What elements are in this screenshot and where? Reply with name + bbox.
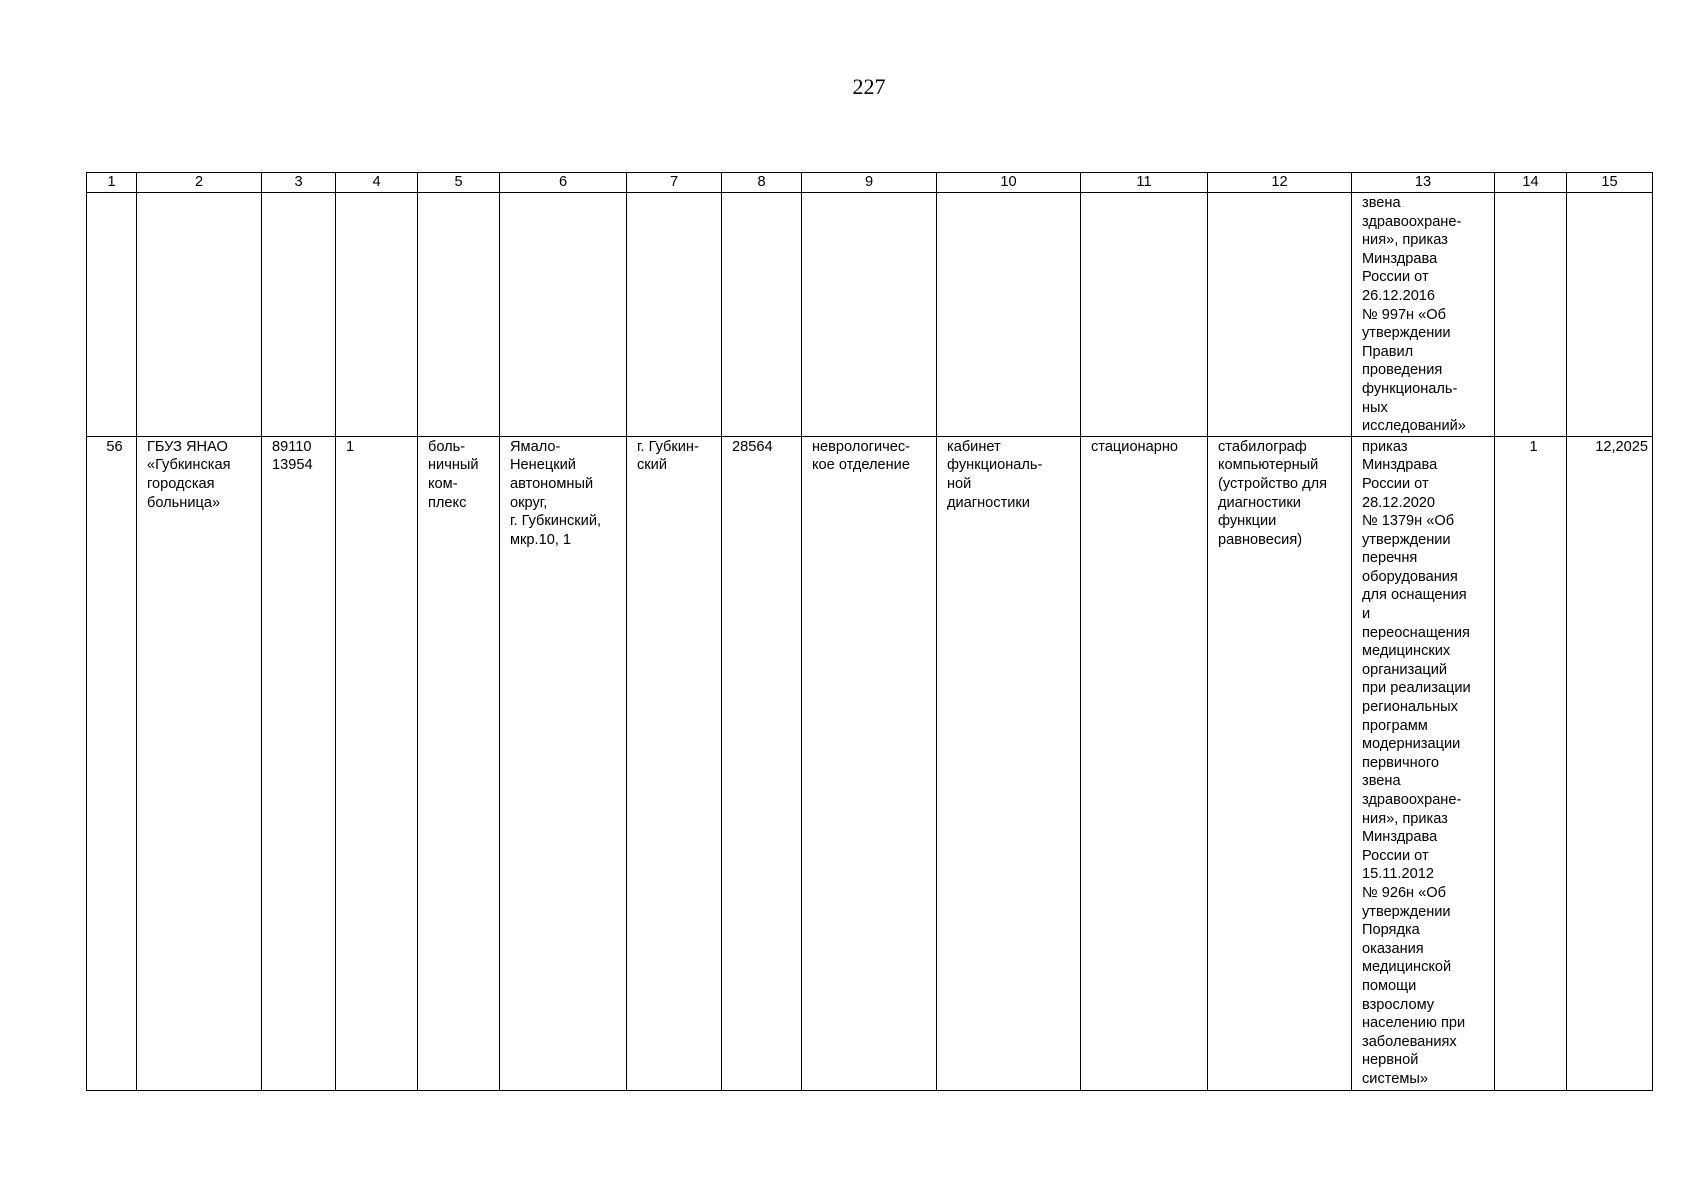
column-header: 2 (137, 173, 262, 193)
city-cell: г. Губкин- ский (627, 436, 722, 1090)
legal-basis-cell: приказ Минздрава России от 28.12.2020 № 1379н «Об утверждении перечня оборудования для оснащения и переоснащения медицинских организаций при реализации региональных программ модернизации первичного звена здравоохране- ния», приказ Минздрава России от 15.11.2012 № 926н «Об утверждении Порядка оказания медицинской помощи взрослому населению при заболеваниях нервной системы» (1352, 436, 1495, 1090)
column-header: 5 (418, 173, 500, 193)
column-header: 4 (336, 173, 418, 193)
table-cell (627, 193, 722, 437)
building-type-cell: боль- ничный ком- плекс (418, 436, 500, 1090)
table-cell (262, 193, 336, 437)
table-cell (722, 193, 802, 437)
table-cell (1081, 193, 1208, 437)
table-row-continuation (87, 193, 1653, 437)
care-mode-cell: стационарно (1081, 436, 1208, 1090)
column-header: 9 (802, 173, 937, 193)
column-header: 10 (937, 173, 1081, 193)
code-cell: 28564 (722, 436, 802, 1090)
equipment-cell: стабилограф компьютерный (устройство для диагностики функции равновесия) (1208, 436, 1352, 1090)
column-header: 13 (1352, 173, 1495, 193)
table-cell (1495, 193, 1567, 437)
column-header: 15 (1567, 173, 1653, 193)
table-cell (1352, 193, 1495, 437)
column-header: 1 (87, 173, 137, 193)
table-cell (500, 193, 627, 437)
column-header: 8 (722, 173, 802, 193)
date-cell: 12,2025 (1567, 436, 1653, 1090)
column-header: 3 (262, 173, 336, 193)
table-cell (1567, 193, 1653, 437)
address-cell: Ямало- Ненецкий автономный округ, г. Губкинский, мкр.10, 1 (500, 436, 627, 1090)
equipment-table (86, 172, 1653, 1091)
column-header: 11 (1081, 173, 1208, 193)
table-row (87, 436, 1653, 1090)
header-row (87, 173, 1653, 193)
quantity-cell: 1 (1495, 436, 1567, 1090)
legal-basis-text: звена здравоохране- ния», приказ Минздрава России от 26.12.2016 № 997н «Об утверждении Правил проведения функциональ- ных исследований» (1362, 195, 1466, 435)
count-cell: 1 (336, 436, 418, 1090)
row-number-cell: 56 (87, 436, 137, 1090)
department-cell: неврологичес- кое отделение (802, 436, 937, 1090)
inn-cell: 89110 13954 (262, 436, 336, 1090)
table-cell (802, 193, 937, 437)
organization-cell: ГБУЗ ЯНАО «Губкинская городская больница» (137, 436, 262, 1090)
table-cell (418, 193, 500, 437)
page-number: 227 (852, 74, 886, 99)
column-header: 6 (500, 173, 627, 193)
table-cell (1208, 193, 1352, 437)
table-cell (937, 193, 1081, 437)
column-header: 7 (627, 173, 722, 193)
column-header: 12 (1208, 173, 1352, 193)
cabinet-cell: кабинет функциональ- ной диагностики (937, 436, 1081, 1090)
table-cell (336, 193, 418, 437)
table-cell (137, 193, 262, 437)
table-cell (87, 193, 137, 437)
column-header: 14 (1495, 173, 1567, 193)
